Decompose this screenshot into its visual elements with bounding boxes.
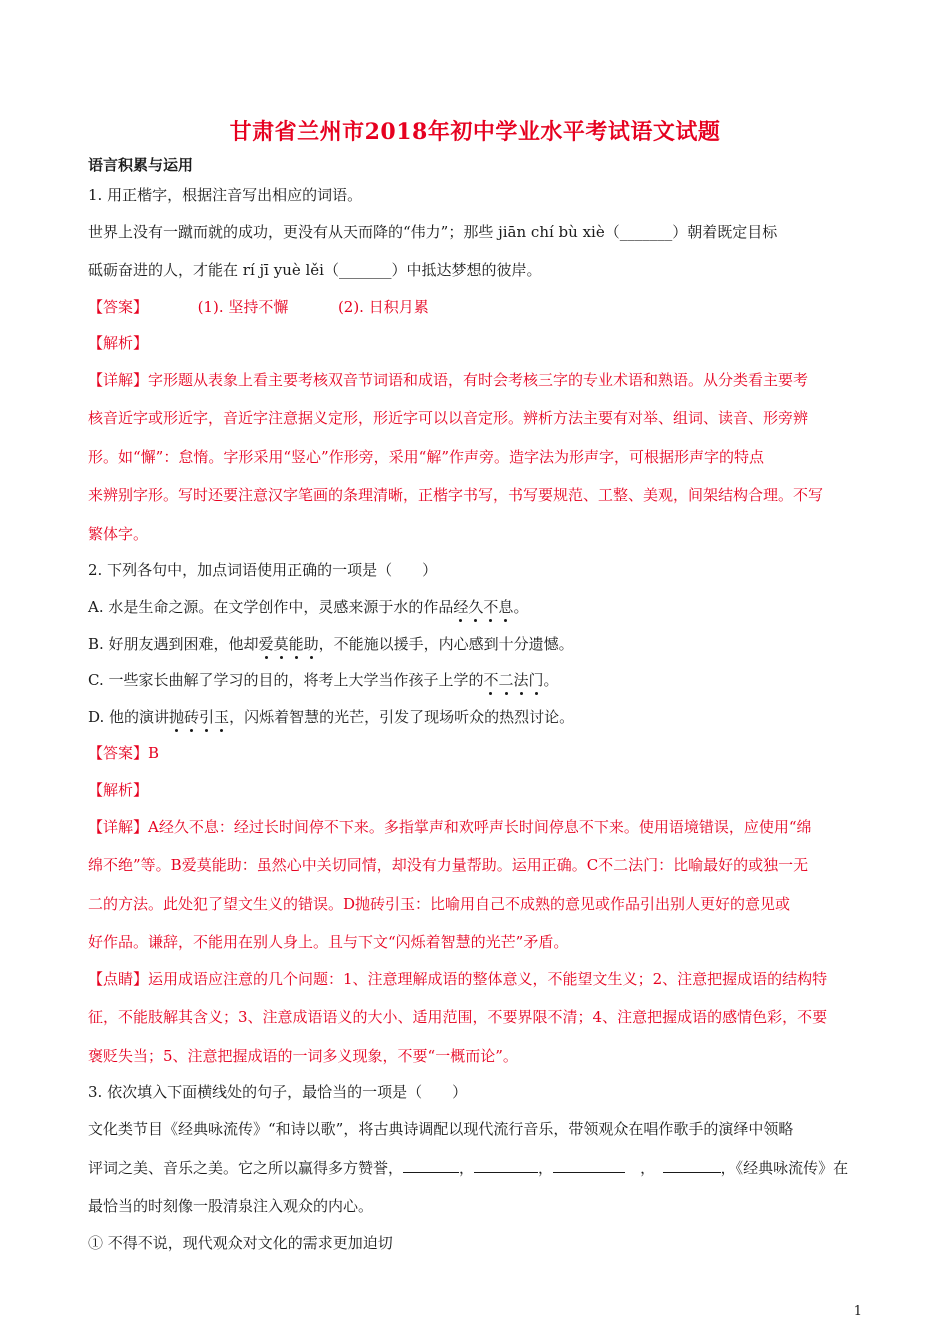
q3-text-line: 评词之美、音乐之美。它之所以赢得多方赞誉， ， ， ， ，《经典咏流传》在 <box>88 1159 849 1178</box>
detail-line <box>88 370 868 409</box>
q2-answer: 【答案】B <box>88 744 160 763</box>
q1-stem: 1. 用正楷字，根据注音写出相应的词语。 <box>88 186 363 204</box>
q2-option-d: D. 他的演讲抛砖引玉，闪烁着智慧的光芒，引发了现场听众的热烈讨论。 <box>88 707 575 726</box>
tip-line: 征，不能肢解其含义；3、注意成语语义的大小、适用范围，不要界限不清；4、注意把握成语的感情色彩，不要 <box>88 1008 828 1027</box>
tip-line <box>88 969 868 1008</box>
tip-tag: 【点睛】 <box>88 969 149 988</box>
detail-text: A经久不息：经过长时间停不下来。多指掌声和欢呼声长时间停息不下来。使用语境错误，应使用“绵 <box>148 817 812 836</box>
answer-tag: 【答案】 <box>88 297 149 316</box>
detail-line: 二的方法。此处犯了望文生义的错误。D抛砖引玉：比喻用自己不成熟的意见或作品引出别人更好的意见或 <box>88 894 791 913</box>
detail-line: 来辨别字形。写时还要注意汉字笔画的条理清晰，正楷字书写，书写要规范、工整、美观，间架结构合理。不写 <box>88 486 824 505</box>
tip-text: 运用成语应注意的几个问题：1、注意理解成语的整体意义，不能望文生义；2、注意把握成语的结构特 <box>148 969 828 988</box>
q3-text-line: 文化类节目《经典咏流传》“和诗以歌”，将古典诗调配以现代流行音乐，带领观众在唱作歌手的演绎中领略 <box>88 1119 794 1138</box>
analysis-tag: 【解析】 <box>88 334 149 353</box>
q1-text-line: 世界上没有一蹴而就的成功，更没有从天而降的“伟力”；那些 jiān chí bù xiè（_______）朝着既定目标 <box>88 222 778 241</box>
detail-line <box>88 817 868 856</box>
page-number: 1 <box>853 1304 862 1319</box>
detail-line: 核音近字或形近字，音近字注意据义定形，形近字可以以音定形。辨析方法主要有对举、组词、读音、形旁辨 <box>88 409 809 428</box>
tip-line: 褒贬失当；5、注意把握成语的一词多义现象，不要“一概而论”。 <box>88 1046 518 1065</box>
q2-stem: 2. 下列各句中，加点词语使用正确的一项是（ ） <box>88 561 438 580</box>
detail-tag: 【详解】 <box>88 370 149 389</box>
q3-text-line: 最恰当的时刻像一股清泉注入观众的内心。 <box>88 1196 374 1215</box>
detail-tag: 【详解】 <box>88 817 149 836</box>
section-heading: 语言积累与运用 <box>88 156 194 174</box>
detail-text: 字形题从表象上看主要考核双音节词语和成语，有时会考核三字的专业术语和熟语。从分类看主要考 <box>148 370 809 389</box>
q2-option-a: A. 水是生命之源。在文学创作中，灵感来源于水的作品经久不息。 <box>88 598 529 617</box>
answer-item: (1). 坚持不懈 <box>197 297 289 316</box>
detail-line: 形。如“懈”：怠惰。字形采用“竖心”作形旁，采用“解”作声旁。造字法为形声字，可根据形声字的特点 <box>88 447 765 466</box>
q3-option: ① 不得不说，现代观众对文化的需求更加迫切 <box>88 1233 393 1252</box>
detail-line: 绵不绝”等。B爱莫能助：虽然心中关切同情，却没有力量帮助。运用正确。C不二法门：比喻最好的或独一无 <box>88 856 809 875</box>
q2-option-b: B. 好朋友遇到困难，他却爱莫能助，不能施以援手，内心感到十分遗憾。 <box>88 634 574 653</box>
q2-option-c: C. 一些家长曲解了学习的目的，将考上大学当作孩子上学的不二法门。 <box>88 671 559 690</box>
document-body <box>88 185 868 1269</box>
page-title: 甘肃省兰州市2018年初中学业水平考试语文试题 <box>229 119 721 145</box>
q3-stem: 3. 依次填入下面横线处的句子，最恰当的一项是（ ） <box>88 1083 468 1102</box>
q1-answer <box>88 297 868 334</box>
answer-item: (2). 日积月累 <box>337 297 429 316</box>
detail-line: 好作品。谦辞，不能用在别人身上。且与下文“闪烁着智慧的光芒”矛盾。 <box>88 933 569 952</box>
q1-text-line: 砥砺奋进的人，才能在 rí jī yuè lěi（_______）中抵达梦想的彼岸。 <box>88 261 542 280</box>
analysis-tag: 【解析】 <box>88 781 149 800</box>
detail-line: 繁体字。 <box>88 524 149 543</box>
